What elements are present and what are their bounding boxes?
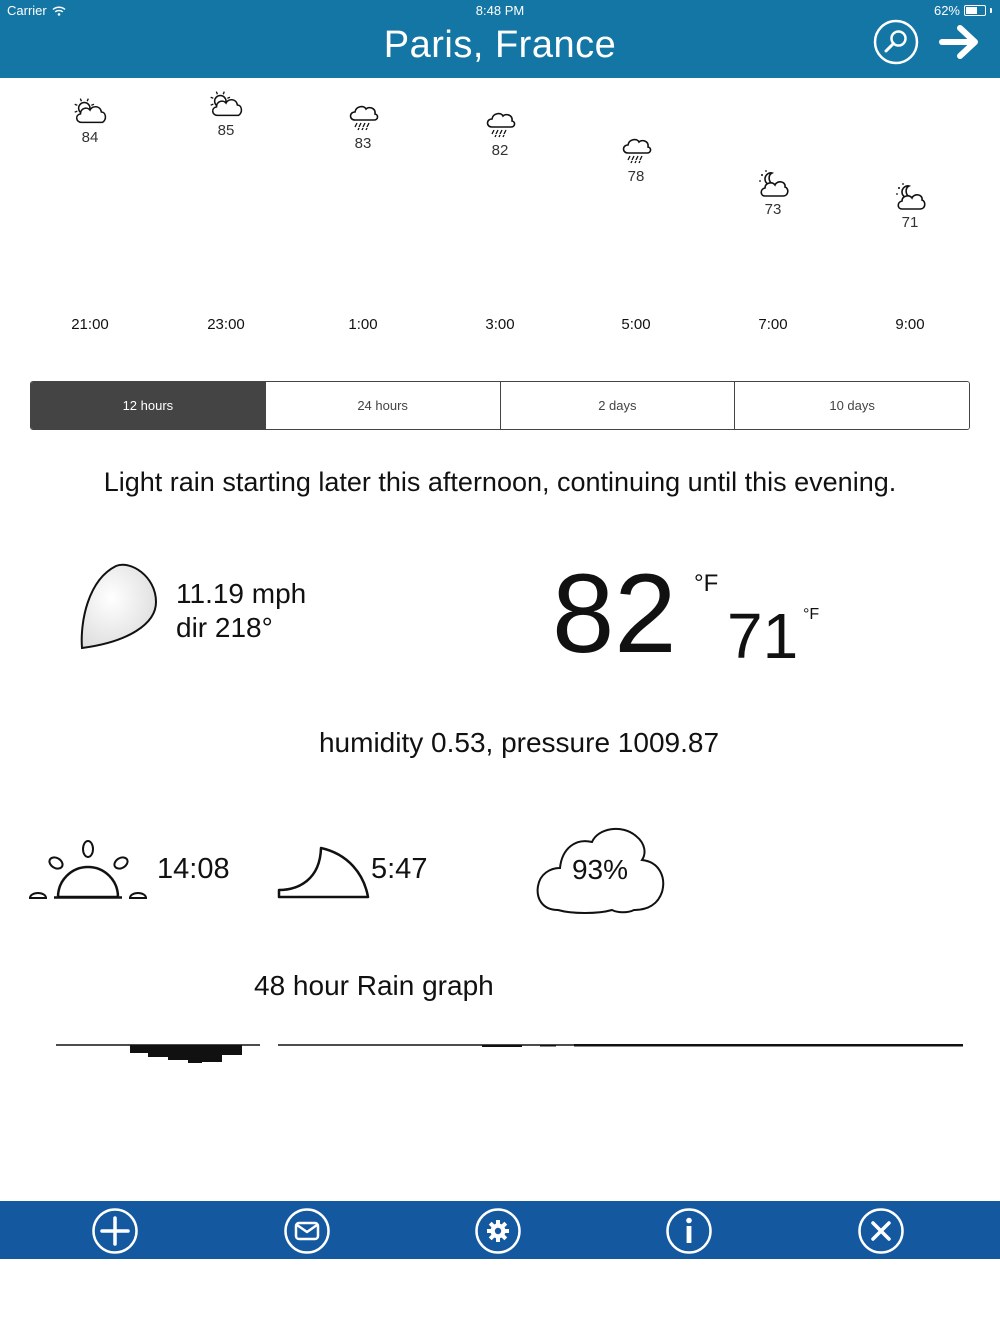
page-title: Paris, France: [383, 24, 617, 66]
tab-label: 24 hours: [357, 398, 408, 413]
wind-direction: dir 218°: [176, 612, 273, 643]
plus-icon: [94, 1210, 137, 1253]
rain-icon: [450, 110, 550, 140]
bottom-toolbar: [0, 1201, 1000, 1259]
forecast-temp: 82: [491, 141, 509, 159]
partly-cloudy-night-icon: [723, 169, 823, 199]
forecast-hour: [586, 136, 686, 185]
rain-bar: [482, 1045, 522, 1047]
temperature-high-unit: °F: [694, 570, 719, 597]
rain-bar: [148, 1045, 168, 1057]
humidity-pressure: humidity 0.53, pressure 1009.87: [318, 727, 720, 758]
forecast-hour: [860, 182, 960, 231]
forecast-temp: 78: [627, 168, 645, 186]
cloud-cover-widget: [536, 824, 666, 914]
carrier-label: Carrier: [7, 3, 47, 18]
tab-24-hours[interactable]: [265, 382, 500, 429]
forecast-time: 23:00: [207, 316, 245, 333]
search-button[interactable]: [872, 18, 920, 66]
tab-label: 2 days: [598, 398, 637, 413]
forecast-range-selector: [30, 381, 970, 430]
forecast-time: 1:00: [348, 316, 378, 333]
info-button[interactable]: [665, 1207, 713, 1255]
search-icon: [875, 21, 917, 63]
temperature-low: 71: [727, 600, 799, 672]
temperature-low-unit: °F: [803, 606, 820, 623]
status-time: 8:48 PM: [475, 3, 525, 18]
moon-icon: [276, 844, 372, 900]
forecast-temp: 83: [354, 135, 372, 153]
arrow-right-icon: [942, 28, 975, 56]
forecast-hour: [40, 97, 140, 146]
share-email-button[interactable]: [283, 1207, 331, 1255]
header-bar: [0, 0, 1000, 78]
tab-12-hours[interactable]: [31, 382, 265, 429]
hourly-forecast: [0, 78, 1000, 348]
rain-bar: [574, 1044, 963, 1047]
gear-icon: [477, 1210, 520, 1253]
partly-sunny-icon: [176, 90, 276, 120]
forecast-time: 3:00: [485, 316, 515, 333]
forecast-hour: [313, 103, 413, 152]
partly-sunny-icon: [40, 97, 140, 127]
sunrise-icon: [28, 838, 148, 900]
mail-icon: [286, 1210, 329, 1253]
forecast-temp: 71: [901, 214, 919, 232]
settings-button[interactable]: [474, 1207, 522, 1255]
forecast-temp: 84: [81, 128, 99, 146]
tab-label: 12 hours: [122, 398, 174, 413]
cloud-cover-value: 93%: [571, 854, 629, 885]
rain-bar: [168, 1045, 188, 1060]
rain-bar: [222, 1045, 242, 1055]
partly-cloudy-night-icon: [860, 182, 960, 212]
rain-bar: [540, 1045, 556, 1047]
battery-indicator: [934, 3, 992, 18]
forecast-temp: 73: [764, 201, 782, 219]
battery-icon: [964, 5, 986, 16]
wind-direction-icon: [78, 562, 160, 652]
sunrise-time: 14:08: [157, 853, 230, 885]
close-icon: [860, 1210, 903, 1253]
rain-icon: [313, 103, 413, 133]
tab-label: 10 days: [829, 398, 875, 413]
forecast-time: 9:00: [895, 316, 925, 333]
next-city-button[interactable]: [938, 22, 982, 62]
forecast-summary: Light rain starting later this afternoon, continuing until this evening.: [103, 467, 897, 497]
wind-speed: 11.19 mph: [176, 578, 307, 609]
rain-bar: [188, 1045, 202, 1063]
moon-time: 5:47: [371, 853, 428, 885]
tab-2-days[interactable]: [500, 382, 735, 429]
rain-graph: [0, 1030, 1000, 1070]
forecast-time: 21:00: [71, 316, 109, 333]
rain-bar: [130, 1045, 148, 1053]
forecast-time: 7:00: [758, 316, 788, 333]
rain-graph-title: 48 hour Rain graph: [254, 970, 494, 1001]
rain-bar: [202, 1045, 222, 1062]
rain-icon: [586, 136, 686, 166]
close-button[interactable]: [857, 1207, 905, 1255]
add-location-button[interactable]: [91, 1207, 139, 1255]
forecast-time: 5:00: [621, 316, 651, 333]
forecast-hour: [723, 169, 823, 218]
forecast-temp: 85: [217, 122, 235, 139]
forecast-hour: [450, 110, 550, 159]
info-icon: [668, 1210, 711, 1253]
tab-10-days[interactable]: [734, 382, 969, 429]
status-bar: [0, 0, 1000, 20]
forecast-hour: [176, 90, 276, 139]
battery-percent: 62%: [933, 3, 960, 18]
temperature-high: 82: [552, 551, 677, 676]
